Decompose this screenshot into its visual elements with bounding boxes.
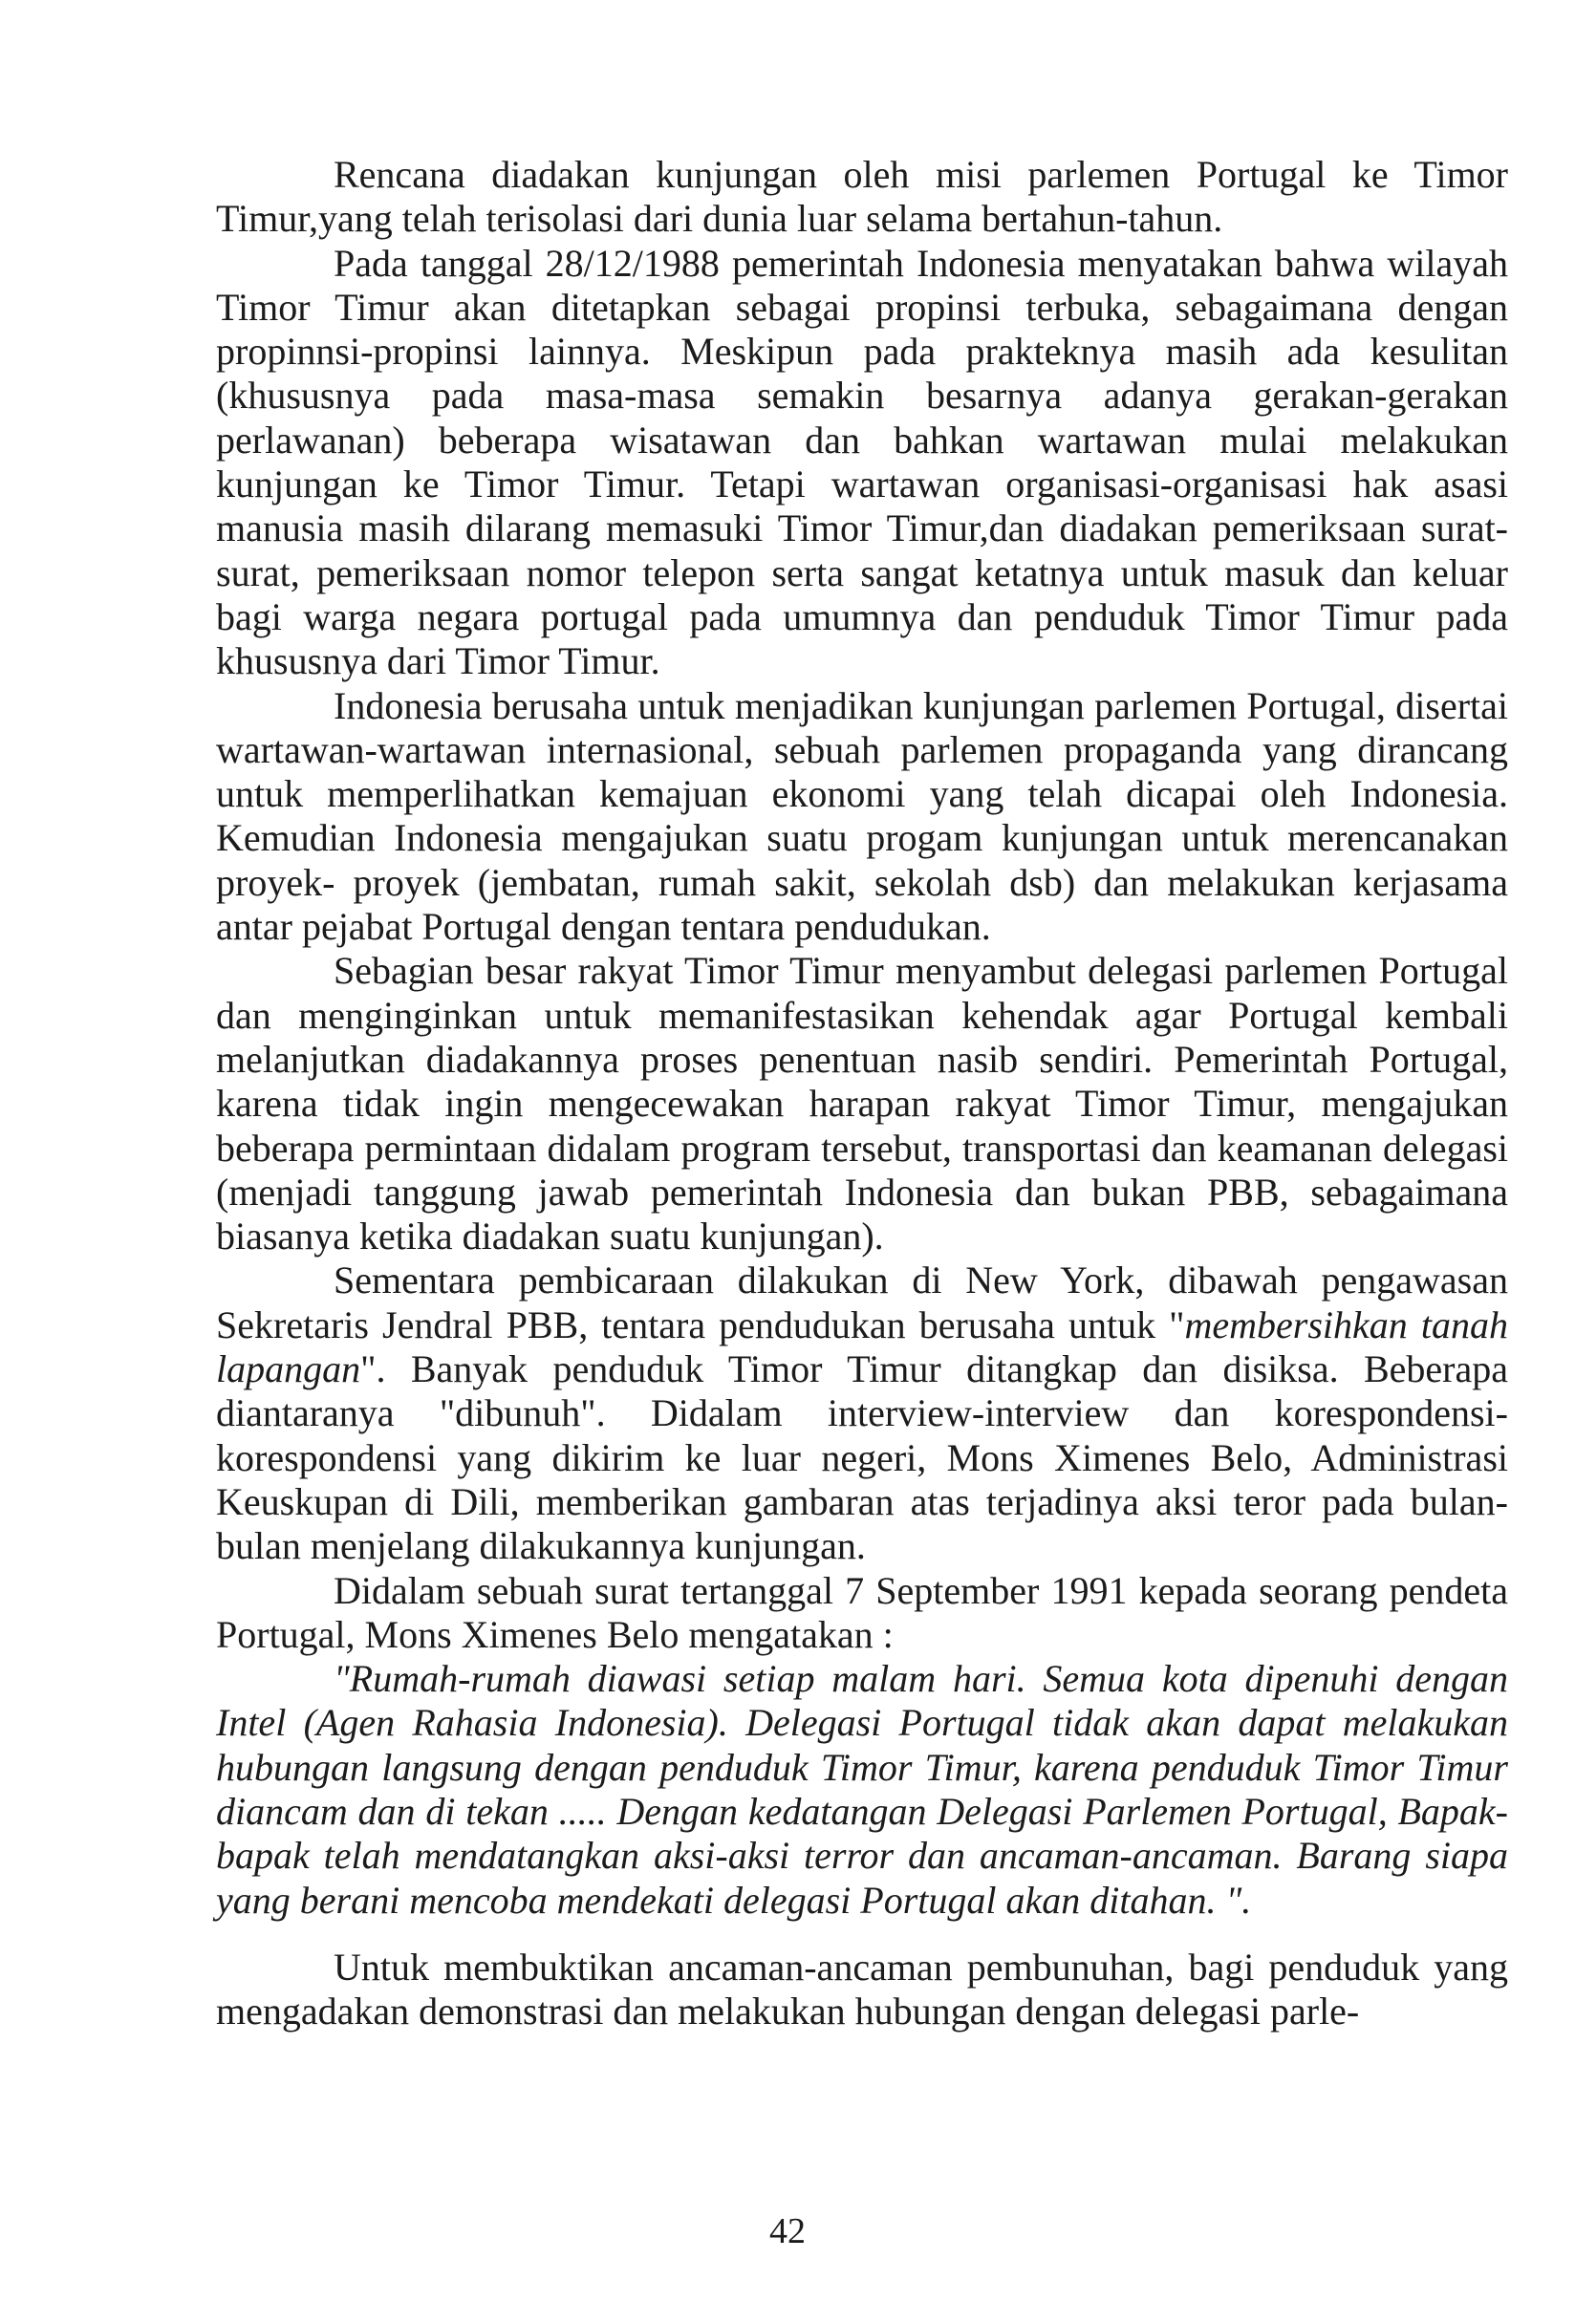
page-number: 42: [769, 2211, 806, 2251]
paragraph-5-emphasis: membersihkan tanah lapangan: [216, 1302, 1508, 1391]
document-page: [216, 153, 1508, 2034]
paragraph-5-text-end: ". Banyak penduduk Timor Timur ditangkap dan disiksa. Beberapa diantaranya "dibunuh". Didalam interview-interview dan korespondensi-korespondensi yang dikirim ke luar negeri, Mons Ximenes Belo, Administrasi Keuskupan di Dili, memberikan gambaran atas terjadinya aksi teror pada bulan- bulan menjelang dilakukannya kunjungan.: [216, 1347, 1508, 1568]
paragraph-6: Didalam sebuah surat tertanggal 7 September 1991 kepada seorang pendeta Portugal, Mons Ximenes Belo mengatakan :: [216, 1568, 1508, 1656]
paragraph-4: Sebagian besar rakyat Timor Timur menyambut delegasi parlemen Portugal dan menginginkan untuk memanifestasikan kehendak agar Portugal kembali melanjutkan diadakannya proses penentuan nasib sendiri. Pemerintah Portugal, karena tidak ingin mengecewakan harapan rakyat Timor Timur, mengajukan beberapa permintaan didalam program tersebut, transportasi dan keamanan delegasi (menjadi tanggung jawab pemerintah Indonesia dan bukan PBB, sebagaimana biasanya ketika diadakan suatu kunjungan).: [216, 949, 1508, 1259]
paragraph-3: Indonesia berusaha untuk menjadikan kunjungan parlemen Portugal, disertai wartawan-wartawan internasional, sebuah parlemen propaganda yang dirancang untuk memperlihatkan kemajuan ekonomi yang telah dicapai oleh Indonesia. Kemudian Indonesia mengajukan suatu progam kunjungan untuk merencanakan proyek- proyek (jembatan, rumah sakit, sekolah dsb) dan melakukan kerjasama antar pejabat Portugal dengan tentara pendudukan.: [216, 683, 1508, 949]
paragraph-5: [216, 1259, 1508, 1568]
paragraph-2: Pada tanggal 28/12/1988 pemerintah Indonesia menyatakan bahwa wilayah Timor Timur akan ditetapkan sebagai propinsi terbuka, sebagaimana dengan propinnsi-propinsi lainnya. Meskipun pada prakteknya masih ada kesulitan (khususnya pada masa-masa semakin besarnya adanya gerakan-gerakan perlawanan) beberapa wisatawan dan bahkan wartawan mulai melakukan kunjungan ke Timor Timur. Tetapi wartawan organisasi-organisasi hak asasi manusia masih dilarang memasuki Timor Timur,dan diadakan pemeriksaan surat- surat, pemeriksaan nomor telepon serta sangat ketatnya untuk masuk dan keluar bagi warga negara portugal pada umumnya dan penduduk Timor Timur pada khususnya dari Timor Timur.: [216, 241, 1508, 683]
paragraph-1: Rencana diadakan kunjungan oleh misi parlemen Portugal ke Timor Timur,yang telah terisolasi dari dunia luar selama bertahun-tahun.: [216, 153, 1508, 241]
block-quote: "Rumah-rumah diawasi setiap malam hari. Semua kota dipenuhi dengan Intel (Agen Rahasia Indonesia). Delegasi Portugal tidak akan dapat melakukan hubungan langsung dengan penduduk Timor Timur, karena penduduk Timor Timur diancam dan di tekan ..... Dengan kedatangan Delegasi Parlemen Portugal, Bapak- bapak telah mendatangkan aksi-aksi terror dan ancaman-ancaman. Barang siapa yang berani mencoba mendekati delegasi Portugal akan ditahan. ".: [216, 1657, 1508, 1922]
paragraph-8: Untuk membuktikan ancaman-ancaman pembunuhan, bagi penduduk yang mengadakan demonstrasi dan melakukan hubungan dengan delegasi parle-: [216, 1945, 1508, 2034]
paragraph-5-text-start: Sementara pembicaraan dilakukan di New York, dibawah pengawasan Sekretaris Jendral PBB, tentara pendudukan berusaha untuk ": [216, 1259, 1508, 1346]
